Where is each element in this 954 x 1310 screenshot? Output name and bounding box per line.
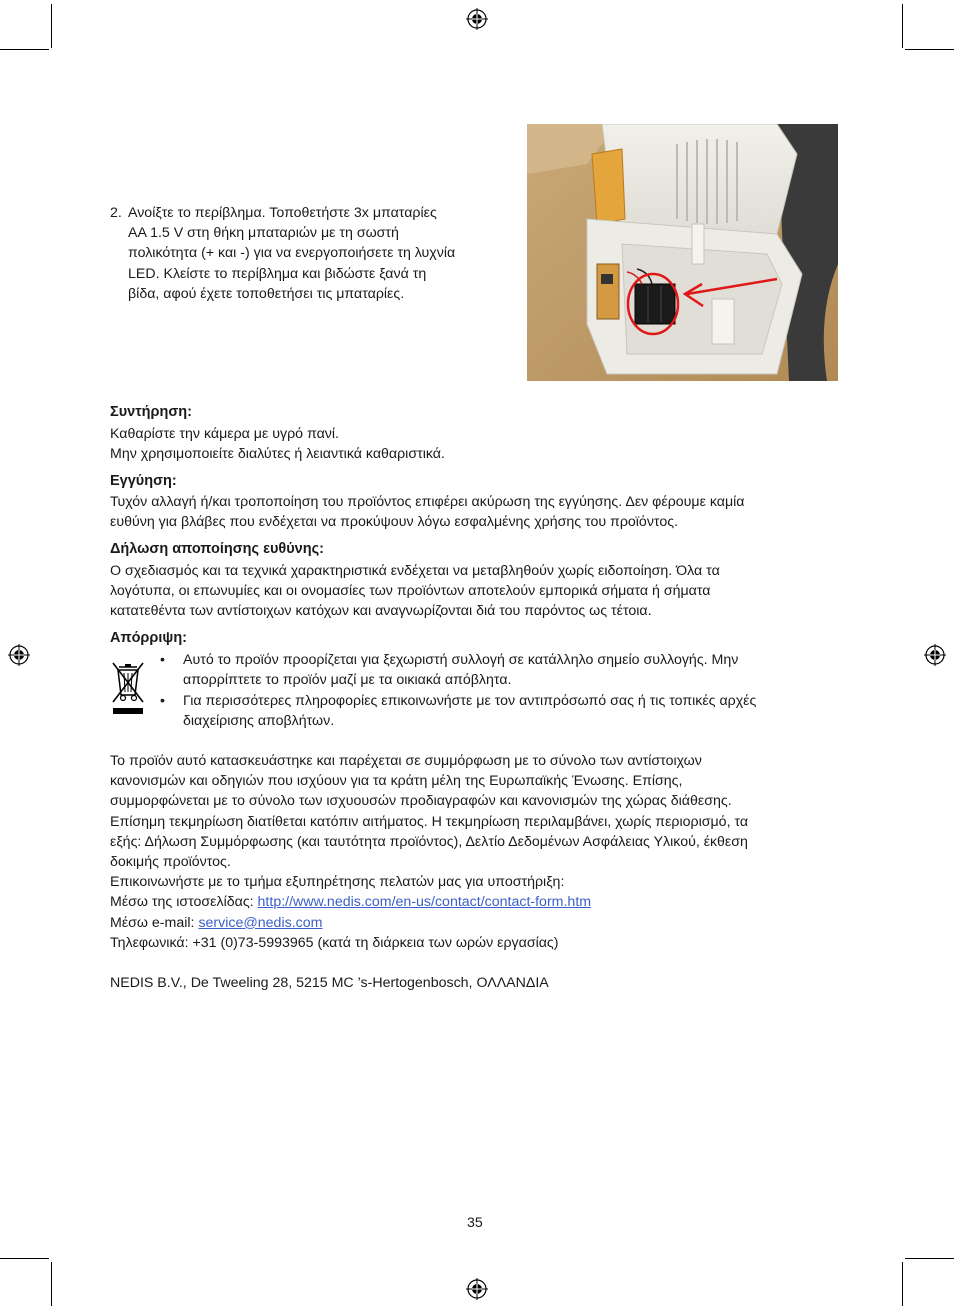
crop-mark: [902, 4, 903, 48]
website-row: [110, 892, 850, 912]
registration-mark-icon: [924, 644, 946, 666]
battery-installation-photo: [527, 124, 838, 381]
email-label: Μέσω e-mail:: [110, 914, 199, 931]
crossed-out-wheeled-bin-icon: [108, 658, 148, 718]
maintenance-heading: Συντήρηση:: [110, 404, 192, 420]
registration-mark-icon: [8, 644, 30, 666]
warranty-line: Τυχόν αλλαγή ή/και τροποποίηση του προϊόντος επιφέρει ακύρωση της εγγύησης. Δεν φέρουμε καμία: [110, 494, 745, 510]
step-line: βίδα, αφού έχετε τοποθετήσει τις μπαταρίες.: [128, 285, 405, 302]
warranty-line: ευθύνη για βλάβες που ενδέχεται να προκύψουν λόγω εσφαλμένης χρήσης του προϊόντος.: [110, 514, 678, 530]
step-number: 2.: [110, 205, 122, 221]
bullet-char: •: [160, 652, 165, 668]
website-link[interactable]: http://www.nedis.com/en-us/contact/contact-form.htm: [257, 894, 592, 911]
bullet-char: •: [160, 693, 165, 709]
phone-line: Τηλεφωνικά: +31 (0)73-5993965 (κατά τη διάρκεια των ωρών εργασίας): [110, 934, 559, 951]
crop-mark: [905, 1258, 954, 1259]
bullet-line: Αυτό το προϊόν προορίζεται για ξεχωριστή συλλογή σε κατάλληλο σημείο συλλογής. Μην: [183, 652, 739, 668]
step-line: πολικότητα (+ και -) για να ενεργοποιήσετε τη λυχνία: [128, 245, 456, 262]
step-line: Ανοίξτε το περίβλημα. Τοποθετήστε 3x μπαταρίες: [128, 205, 437, 221]
registration-mark-icon: [466, 1278, 488, 1300]
disclaimer-line: λογότυπα, οι επωνυμίες και οι ονομασίες των προϊόντων αποτελούν εμπορικά σήματα ή σήματα: [110, 583, 711, 599]
step-line: LED. Κλείστε το περίβλημα και βιδώστε ξανά τη: [128, 265, 427, 282]
registration-mark-icon: [466, 8, 488, 30]
step-line: AA 1.5 V στη θήκη μπαταριών με τη σωστή: [128, 225, 399, 242]
compliance-line: κανονισμών και οδηγιών που ισχύουν για τα κράτη μέλη της Ευρωπαϊκής Ένωσης. Επίσης,: [110, 773, 683, 790]
disclaimer-line: Ο σχεδιασμός και τα τεχνικά χαρακτηριστικά ενδέχεται να μεταβληθούν χωρίς ειδοποίηση. Όλα τα: [110, 563, 720, 579]
compliance-line: δοκιμής προϊόντος.: [110, 854, 231, 871]
crop-mark: [905, 49, 954, 50]
compliance-block: [110, 751, 850, 953]
bullet-line: απορρίπτετε το προϊόν μαζί με τα οικιακά απόβλητα.: [183, 672, 512, 689]
maintenance-line: Καθαρίστε την κάμερα με υγρό πανί.: [110, 426, 339, 442]
crop-mark: [51, 4, 52, 48]
website-label: Μέσω της ιστοσελίδας:: [110, 894, 258, 911]
step-text: [128, 203, 518, 304]
compliance-line: συμμορφώνεται με το σύνολο των ισχυουσών προδιαγραφών και κανονισμών της χώρας διάθεσης.: [110, 793, 732, 810]
page-number: 35: [467, 1215, 483, 1231]
compliance-line: Επικοινωνήστε με το τμήμα εξυπηρέτησης πελατών μας για υποστήριξη:: [110, 874, 565, 891]
warranty-heading: Εγγύηση:: [110, 473, 177, 489]
disclaimer-heading: Δήλωση αποποίησης ευθύνης:: [110, 541, 324, 557]
compliance-line: εξής: Δήλωση Συμμόρφωσης (και ταυτότητα προϊόντος), Δελτίο Δεδομένων Ασφάλειας Υλικού, έκθεση: [110, 833, 748, 850]
disclaimer-line: κατατεθέντα των αντίστοιχων κατόχων και αναγνωρίζονται διά του παρόντος ως τέτοια.: [110, 603, 652, 619]
crop-mark: [902, 1262, 903, 1306]
crop-mark: [51, 1262, 52, 1306]
email-link[interactable]: service@nedis.com: [198, 914, 323, 931]
crop-mark: [0, 49, 49, 50]
compliance-line: Το προϊόν αυτό κατασκευάστηκε και παρέχεται σε συμμόρφωση με το σύνολο των αντίστοιχων: [110, 753, 702, 769]
bullet-line: διαχείρισης αποβλήτων.: [183, 713, 335, 730]
compliance-line: Επίσημη τεκμηρίωση διατίθεται κατόπιν αιτήματος. Η τεκμηρίωση περιλαμβάνει, χωρίς περιορισμό, τα: [110, 813, 749, 830]
bullet-line: Για περισσότερες πληροφορίες επικοινωνήστε με τον αντιπρόσωπό σας ή τις τοπικές αρχές: [183, 693, 757, 709]
company-address: NEDIS B.V., De Tweeling 28, 5215 MC ’s-Hertogenbosch, ΟΛΛΑΝΔΙΑ: [110, 975, 549, 991]
crop-mark: [0, 1258, 49, 1259]
maintenance-line: Μην χρησιμοποιείτε διαλύτες ή λειαντικά καθαριστικά.: [110, 446, 445, 462]
email-row: [110, 913, 850, 933]
disposal-heading: Απόρριψη:: [110, 630, 188, 646]
